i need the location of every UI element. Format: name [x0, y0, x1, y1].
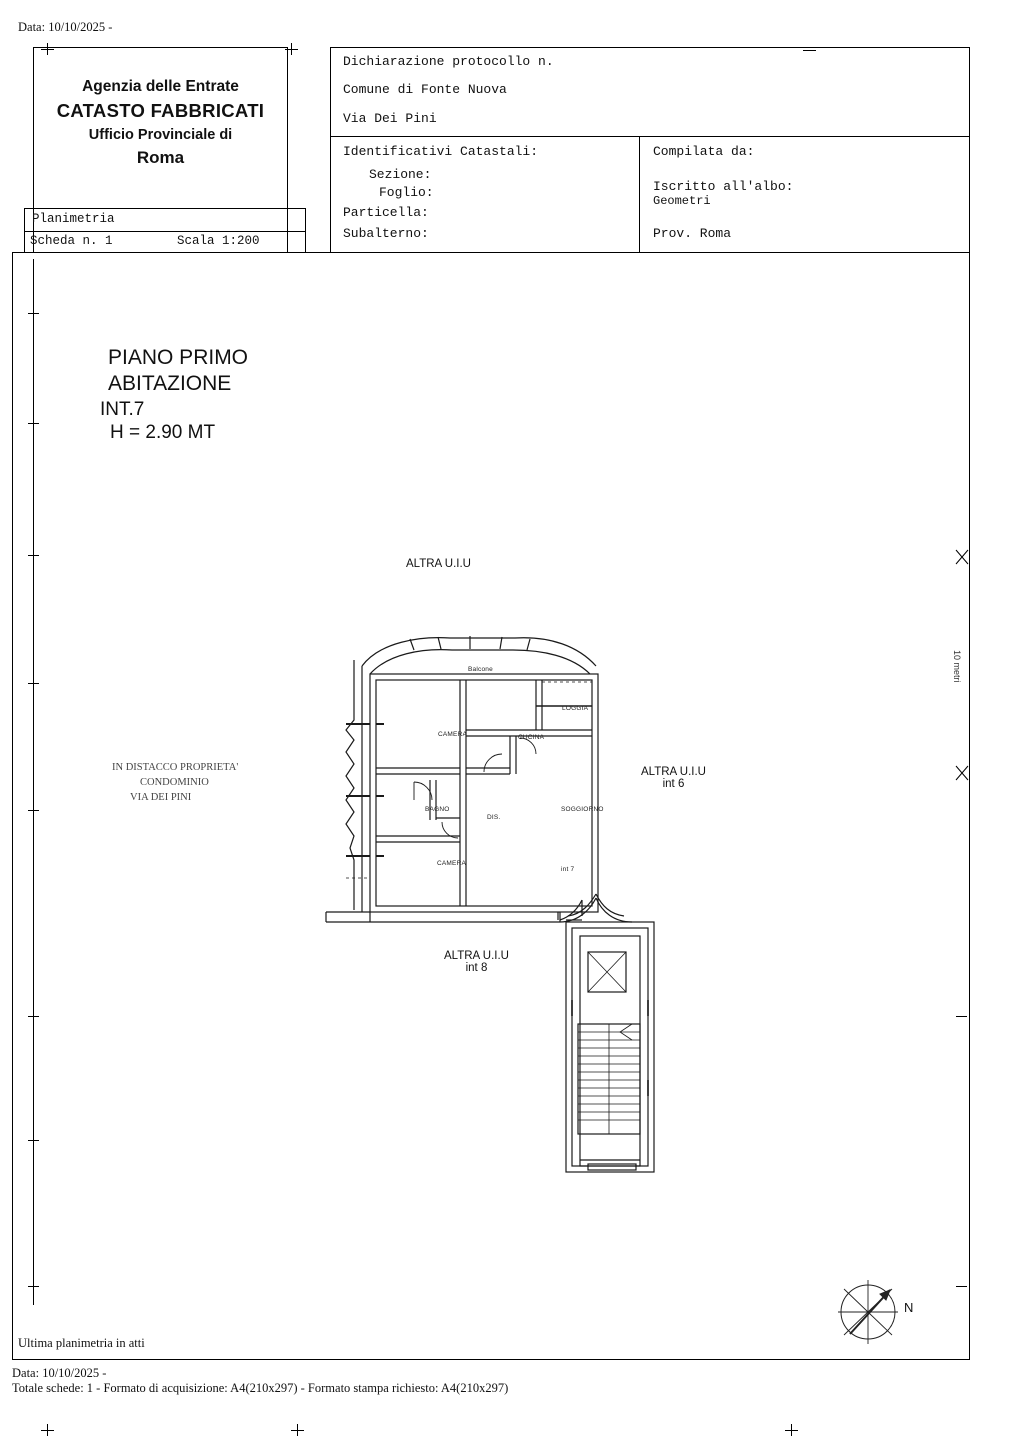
- room-label: CAMERA: [438, 731, 468, 738]
- label-distacco-proprieta: [112, 760, 238, 806]
- dichiarazione-label: Dichiarazione protocollo n.: [343, 54, 554, 69]
- footer-date: Data: 10/10/2025 -: [12, 1366, 107, 1380]
- foglio-label: Foglio:: [379, 185, 434, 200]
- crop-mark: [291, 1430, 304, 1431]
- comune-label: Comune di Fonte Nuova: [343, 82, 507, 97]
- crop-mark: [785, 1430, 798, 1431]
- compilata-title: Compilata da:: [653, 144, 755, 159]
- label-altra-uiu-int6-line1: ALTRA U.I.U: [641, 766, 706, 778]
- header-divider-horizontal: [331, 136, 969, 137]
- provincia-value: Prov. Roma: [653, 226, 732, 241]
- iscritto-albo-label: Iscritto all'albo:: [653, 179, 794, 194]
- label-altra-uiu-int8-line2: int 8: [465, 962, 488, 974]
- plan-unit-label: INT.7: [100, 398, 145, 420]
- subalterno-label: Subalterno:: [343, 226, 429, 241]
- room-label: LOGGIA: [562, 705, 589, 712]
- label-altra-uiu-top: ALTRA U.I.U: [406, 558, 471, 570]
- floor-plan-drawing: [310, 620, 690, 1190]
- crop-mark: [41, 1430, 54, 1431]
- ufficio-city: Roma: [136, 148, 185, 168]
- distacco-line1: IN DISTACCO PROPRIETA': [112, 762, 239, 773]
- protocol-header-box: [330, 47, 970, 253]
- room-label: Balcone: [468, 666, 493, 673]
- planimetria-box: [24, 208, 306, 253]
- room-label: CUCINA: [518, 734, 545, 741]
- via-label: Via Dei Pini: [343, 111, 437, 126]
- agency-identity-block: [33, 76, 288, 171]
- room-label: BAGNO: [425, 806, 450, 813]
- ufficio-label: Ufficio Provinciale di: [88, 127, 233, 144]
- room-label: DIS.: [487, 814, 501, 821]
- room-label: int 7: [561, 866, 575, 873]
- header-divider-vertical: [639, 136, 640, 252]
- identificativi-title: Identificativi Catastali:: [343, 144, 539, 159]
- top-date-line: Data: 10/10/2025 -: [18, 20, 113, 34]
- agency-name: Agenzia delle Entrate: [82, 78, 239, 95]
- distacco-line2: CONDOMINIO: [140, 777, 209, 789]
- plan-floor-label: PIANO PRIMO: [108, 346, 249, 369]
- albo-value: Geometri: [653, 194, 711, 208]
- label-altra-uiu-int8-line1: ALTRA U.I.U: [444, 950, 509, 962]
- catasto-title: CATASTO FABBRICATI: [56, 100, 265, 122]
- footer-ultima-planimetria: Ultima planimetria in atti: [18, 1336, 145, 1350]
- scala-value: Scala 1:200: [177, 234, 260, 248]
- sezione-label: Sezione:: [369, 167, 432, 182]
- planimetria-divider: [25, 231, 305, 232]
- compass-rose: [820, 1272, 920, 1352]
- distacco-line3: VIA DEI PINI: [130, 792, 192, 804]
- scheda-number: Scheda n. 1: [30, 234, 113, 248]
- room-label: CAMERA: [437, 860, 467, 867]
- plan-title-block: [100, 345, 248, 445]
- label-altra-uiu-int6-line2: int 6: [662, 778, 685, 790]
- footer-totale-schede: Totale schede: 1 - Formato di acquisizione: A4(210x297) - Formato stampa richiesto: A4(210x297): [12, 1381, 509, 1395]
- planimetria-title: Planimetria: [32, 212, 115, 226]
- plan-use-label: ABITAZIONE: [108, 372, 232, 396]
- plan-height-label: H = 2.90 MT: [110, 422, 216, 444]
- particella-label: Particella:: [343, 205, 429, 220]
- scale-bar-label: 10 metri: [952, 650, 962, 683]
- room-label: SOGGIORNO: [561, 806, 604, 813]
- compass-north-label: N: [904, 1300, 914, 1315]
